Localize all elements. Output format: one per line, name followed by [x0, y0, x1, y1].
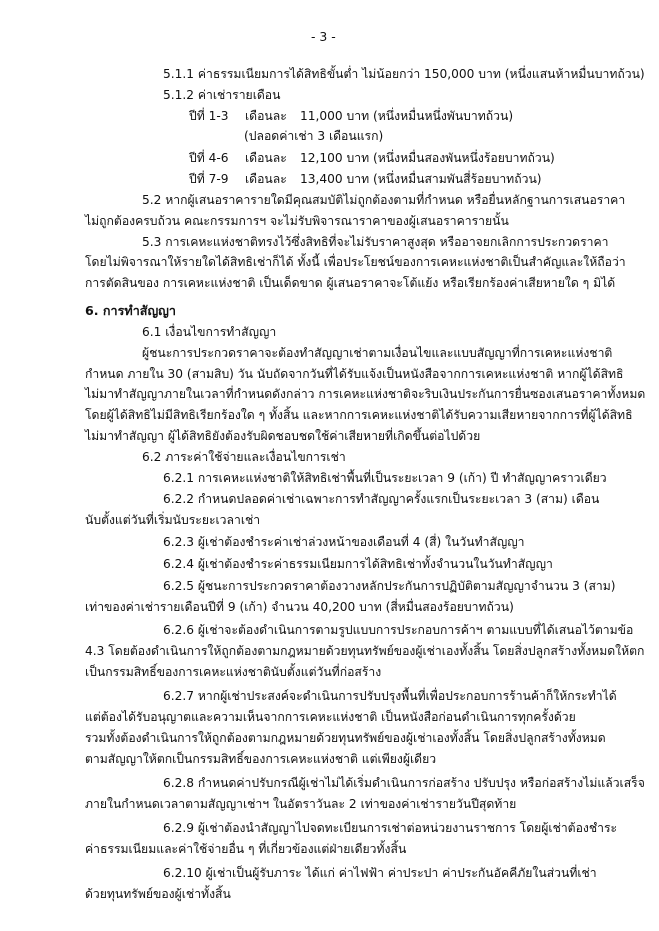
clause-5-2-line: ไม่ถูกต้องครบถ้วน คณะกรรมการฯ จะไม่รับพิจารณาราคาของผู้เสนอราคารายนั้น — [85, 214, 509, 228]
clause-6-2-7-line: แต่ต้องได้รับอนุญาตและความเห็นจากการเคหะแห่งชาติ เป็นหนังสือก่อนดำเนินการทุกครั้งด้วย — [85, 710, 576, 724]
clause-6-1-line: โดยผู้ได้สิทธิไม่มีสิทธิเรียกร้องใด ๆ ทั้งสิ้น และหากการเคหะแห่งชาติได้รับความเสียหายจากการที่ผู้ได้สิทธิ — [85, 408, 633, 422]
rent-amount-3: 13,400 บาท (หนึ่งหมื่นสามพันสี่ร้อยบาทถ้วน) — [300, 172, 542, 186]
rent-per-3: เดือนละ — [245, 172, 287, 186]
clause-5-3-line: 5.3 การเคหะแห่งชาติทรงไว้ซึ่งสิทธิที่จะไม่รับราคาสูงสุด หรืออาจยกเลิกการประกวดราคา — [142, 235, 609, 249]
clause-6-2-8-line: 6.2.8 กำหนดค่าปรับกรณีผู้เช่าไม่ได้เริ่มดำเนินการก่อสร้าง ปรับปรุง หรือก่อสร้างไม่แล้วเสร็จ — [163, 776, 645, 790]
clause-6-2-10-line: 6.2.10 ผู้เช่าเป็นผู้รับภาระ ได้แก่ ค่าไฟฟ้า ค่าประปา ค่าประกันอัคคีภัยในส่วนที่เช่า — [163, 866, 597, 880]
clause-6-2-6-line: เป็นกรรมสิทธิ์ของการเคหะแห่งชาตินับตั้งแต่วันที่ก่อสร้าง — [85, 665, 382, 679]
clause-6-2-3: 6.2.3 ผู้เช่าต้องชำระค่าเช่าล่วงหน้าของเดือนที่ 4 (สี่) ในวันทำสัญญา — [163, 535, 525, 549]
rent-amount-2: 12,100 บาท (หนึ่งหมื่นสองพันหนึ่งร้อยบาทถ้วน) — [300, 151, 555, 165]
clause-6-2-5-line: 6.2.5 ผู้ชนะการประกวดราคาต้องวางหลักประกันการปฏิบัติตามสัญญาจำนวน 3 (สาม) — [163, 579, 616, 593]
rent-amount-1: 11,000 บาท (หนึ่งหมื่นหนึ่งพันบาทถ้วน) — [300, 109, 514, 123]
page-number: - 3 - — [311, 29, 336, 44]
rent-per-1: เดือนละ — [245, 109, 287, 123]
rent-years-1: ปีที่ 1-3 — [189, 109, 229, 123]
clause-6-2-6-line: 6.2.6 ผู้เช่าจะต้องดำเนินการตามรูปแบบการประกอบการค้าฯ ตามแบบที่ได้เสนอไว้ตามข้อ — [163, 623, 634, 637]
clause-5-2-line: 5.2 หากผู้เสนอราคารายใดมีคุณสมบัติไม่ถูกต้องตามที่กำหนด หรือยื่นหลักฐานการเสนอราคา — [142, 193, 626, 207]
clause-6-2-7-line: ตามสัญญาให้ตกเป็นกรรมสิทธิ์ของการเคหะแห่งชาติ แต่เพียงผู้เดียว — [85, 752, 437, 766]
clause-6-2-2-line: 6.2.2 กำหนดปลอดค่าเช่าเฉพาะการทำสัญญาครั้งแรกเป็นระยะเวลา 3 (สาม) เดือน — [163, 492, 600, 506]
clause-6-2-2-line: นับตั้งแต่วันที่เริ่มนับระยะเวลาเช่า — [85, 513, 261, 527]
clause-6-1-line: ผู้ชนะการประกวดราคาจะต้องทำสัญญาเช่าตามเงื่อนไขและแบบสัญญาที่การเคหะแห่งชาติ — [142, 346, 613, 360]
clause-6-2-title: 6.2 ภาระค่าใช้จ่ายและเงื่อนไขการเช่า — [142, 450, 346, 464]
clause-6-2-1: 6.2.1 การเคหะแห่งชาติให้สิทธิเช่าพื้นที่เป็นระยะเวลา 9 (เก้า) ปี ทำสัญญาคราวเดียว — [163, 471, 607, 485]
clause-5-1-1: 5.1.1 ค่าธรรมเนียมการได้สิทธิขั้นต่ำ ไม่น้อยกว่า 150,000 บาท (หนึ่งแสนห้าหมื่นบาทถ้วน) — [163, 67, 645, 81]
clause-5-3-line: การตัดสินของ การเคหะแห่งชาติ เป็นเด็ดขาด ผู้เสนอราคาจะโต้แย้ง หรือเรียกร้องค่าเสียหายใด ๆ มิได้ — [85, 276, 616, 290]
rent-years-3: ปีที่ 7-9 — [189, 172, 229, 186]
clause-5-1-2: 5.1.2 ค่าเช่ารายเดือน — [163, 88, 281, 102]
clause-6-1-line: กำหนด ภายใน 30 (สามสิบ) วัน นับถัดจากวันที่ได้รับแจ้งเป็นหนังสือจากการเคหะแห่งชาติ หากผู้ได้สิทธิ — [85, 367, 624, 381]
rent-per-2: เดือนละ — [245, 151, 287, 165]
clause-6-2-5-line: เท่าของค่าเช่ารายเดือนปีที่ 9 (เก้า) จำนวน 40,200 บาท (สี่หมื่นสองร้อยบาทถ้วน) — [85, 600, 514, 614]
clause-6-2-10-line: ด้วยทุนทรัพย์ของผู้เช่าทั้งสิ้น — [85, 887, 231, 901]
clause-6-2-8-line: ภายในกำหนดเวลาตามสัญญาเช่าฯ ในอัตราวันละ 2 เท่าของค่าเช่ารายวันปีสุดท้าย — [85, 797, 517, 811]
rent-years-2: ปีที่ 4-6 — [189, 151, 229, 165]
clause-6-2-9-line: ค่าธรรมเนียมและค่าใช้จ่ายอื่น ๆ ที่เกี่ยวข้องแต่ฝ่ายเดียวทั้งสิ้น — [85, 842, 407, 856]
rent-free-note: (ปลอดค่าเช่า 3 เดือนแรก) — [244, 129, 384, 143]
clause-6-1-line: ไม่มาทำสัญญา ผู้ได้สิทธิยังต้องรับผิดชอบชดใช้ค่าเสียหายที่เกิดขึ้นต่อไปด้วย — [85, 429, 481, 443]
clause-6-2-9-line: 6.2.9 ผู้เช่าต้องนำสัญญาไปจดทะเบียนการเช่าต่อหน่วยงานราชการ โดยผู้เช่าต้องชำระ — [163, 821, 618, 835]
clause-6-1-title: 6.1 เงื่อนไขการทำสัญญา — [142, 325, 277, 339]
clause-6-2-6-line: 4.3 โดยต้องดำเนินการให้ถูกต้องตามกฎหมายด้วยทุนทรัพย์ของผู้เช่าเองทั้งสิ้น โดยสิ่งปลูกสร้างทั้งหมดให้ตก — [85, 644, 645, 658]
clause-6-2-7-line: 6.2.7 หากผู้เช่าประสงค์จะดำเนินการปรับปรุงพื้นที่เพื่อประกอบการร้านค้าก็ให้กระทำได้ — [163, 689, 617, 703]
clause-6-2-4: 6.2.4 ผู้เช่าต้องชำระค่าธรรมเนียมการได้สิทธิเช่าทั้งจำนวนในวันทำสัญญา — [163, 557, 553, 571]
clause-6-2-7-line: รวมทั้งต้องดำเนินการให้ถูกต้องตามกฎหมายด้วยทุนทรัพย์ของผู้เช่าเองทั้งสิ้น โดยสิ่งปลูกสร้างทั้งหมด — [85, 731, 606, 745]
clause-5-3-line: โดยไม่พิจารณาให้รายใดได้สิทธิเช่าก็ได้ ทั้งนี้ เพื่อประโยชน์ของการเคหะแห่งชาติเป็นสำคัญและให้ถือว่า — [85, 255, 626, 269]
clause-6-1-line: ไม่มาทำสัญญาภายในเวลาที่กำหนดดังกล่าว การเคหะแห่งชาติจะริบเงินประกันการยื่นซองเสนอราคาทั้งหมด — [85, 387, 646, 401]
section-6-heading: 6. การทำสัญญา — [85, 303, 176, 318]
